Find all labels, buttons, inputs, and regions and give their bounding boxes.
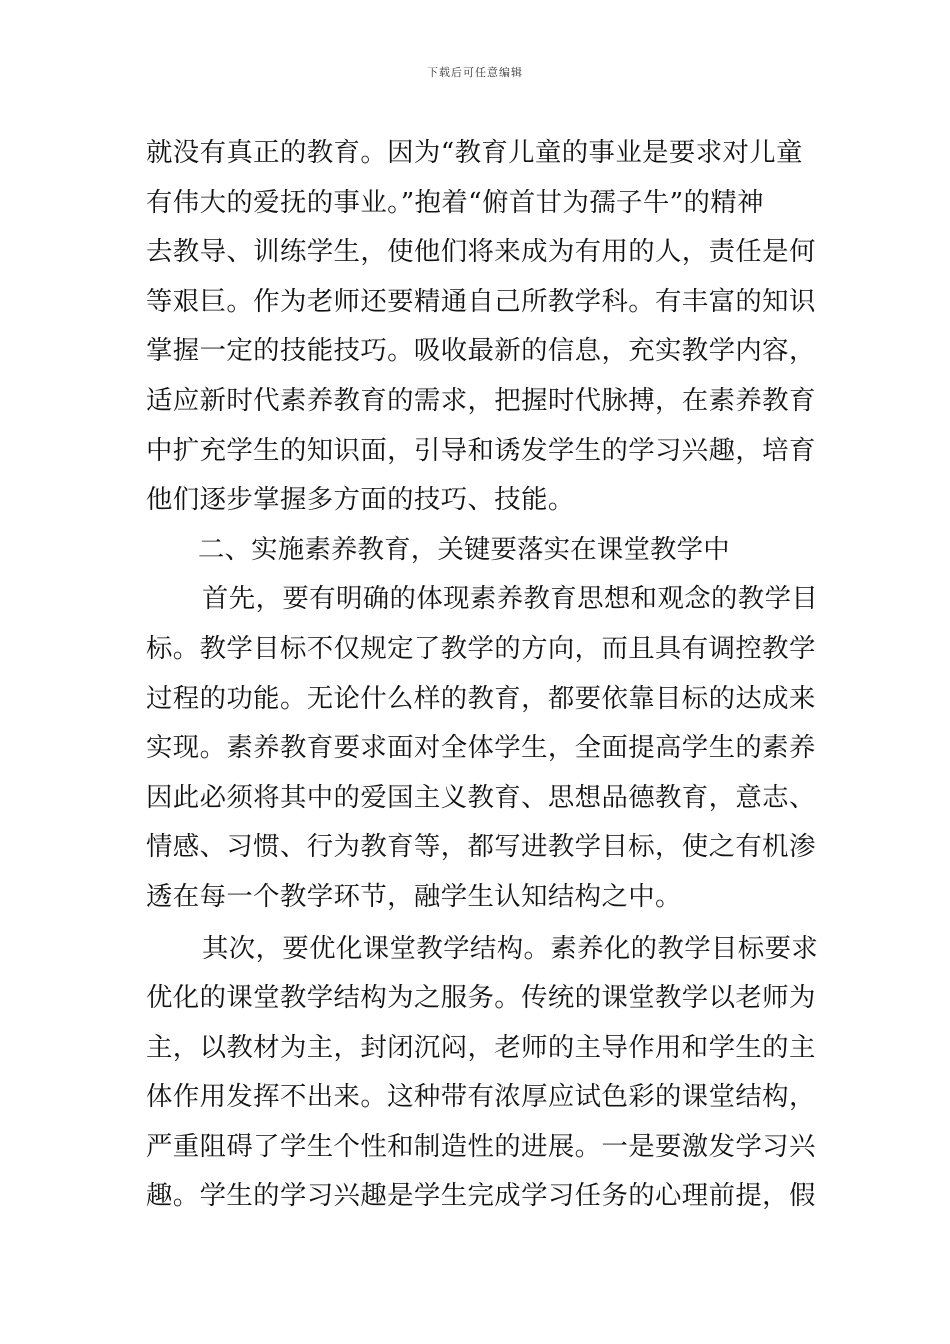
text-line: 过程的功能。无论什么样的教育，都要依靠目标的达成来 — [146, 682, 816, 714]
text-line: 趣。学生的学习兴趣是学生完成学习任务的心理前提，假 — [146, 1180, 816, 1212]
paragraph-first-line: 其次，要优化课堂教学结构。素养化的教学目标要求 — [202, 932, 819, 964]
text-line: 优化的课堂教学结构为之服务。传统的课堂教学以老师为 — [146, 982, 816, 1014]
text-line: 因此必须将其中的爱国主义教育、思想品德教育，意志、 — [146, 781, 816, 813]
text-line: 体作用发挥不出来。这种带有浓厚应试色彩的课堂结构， — [146, 1081, 816, 1113]
text-line: 适应新时代素养教育的需求，把握时代脉搏，在素养教育 — [146, 384, 816, 416]
text-line: 去教导、训练学生，使他们将来成为有用的人，责任是何 — [146, 236, 816, 268]
text-line: 情感、习惯、行为教育等，都写进教学目标，使之有机渗 — [146, 831, 816, 863]
text-line: 等艰巨。作为老师还要精通自己所教学科。有丰富的知识 — [146, 285, 816, 317]
text-line: 标。教学目标不仅规定了教学的方向，而且具有调控教学 — [146, 632, 816, 664]
text-line: 中扩充学生的知识面，引导和诱发学生的学习兴趣，培育 — [146, 434, 816, 466]
text-line: 就没有真正的教育。因为“教育儿童的事业是要求对儿童 — [146, 137, 803, 168]
section-heading: 二、实施素养教育，关键要落实在课堂教学中 — [198, 533, 730, 565]
paragraph-first-line: 首先，要有明确的体现素养教育思想和观念的教学目 — [202, 583, 819, 615]
text-line: 严重阻碍了学生个性和制造性的进展。一是要激发学习兴 — [146, 1130, 816, 1162]
text-line: 有伟大的爱抚的事业。”抱着“俯首甘为孺子牛”的精神 — [146, 186, 764, 218]
text-line: 主，以教材为主，封闭沉闷，老师的主导作用和学生的主 — [146, 1031, 816, 1063]
page-header-note: 下载后可任意编辑 — [427, 66, 523, 79]
text-line: 透在每一个教学环节，融学生认知结构之中。 — [146, 880, 682, 912]
text-line: 实现。素养教育要求面对全体学生，全面提高学生的素养 — [146, 732, 816, 764]
document-body — [146, 128, 819, 1221]
text-line: 掌握一定的技能技巧。吸收最新的信息，充实教学内容， — [146, 335, 816, 367]
text-line: 他们逐步掌握多方面的技巧、技能。 — [146, 484, 575, 516]
